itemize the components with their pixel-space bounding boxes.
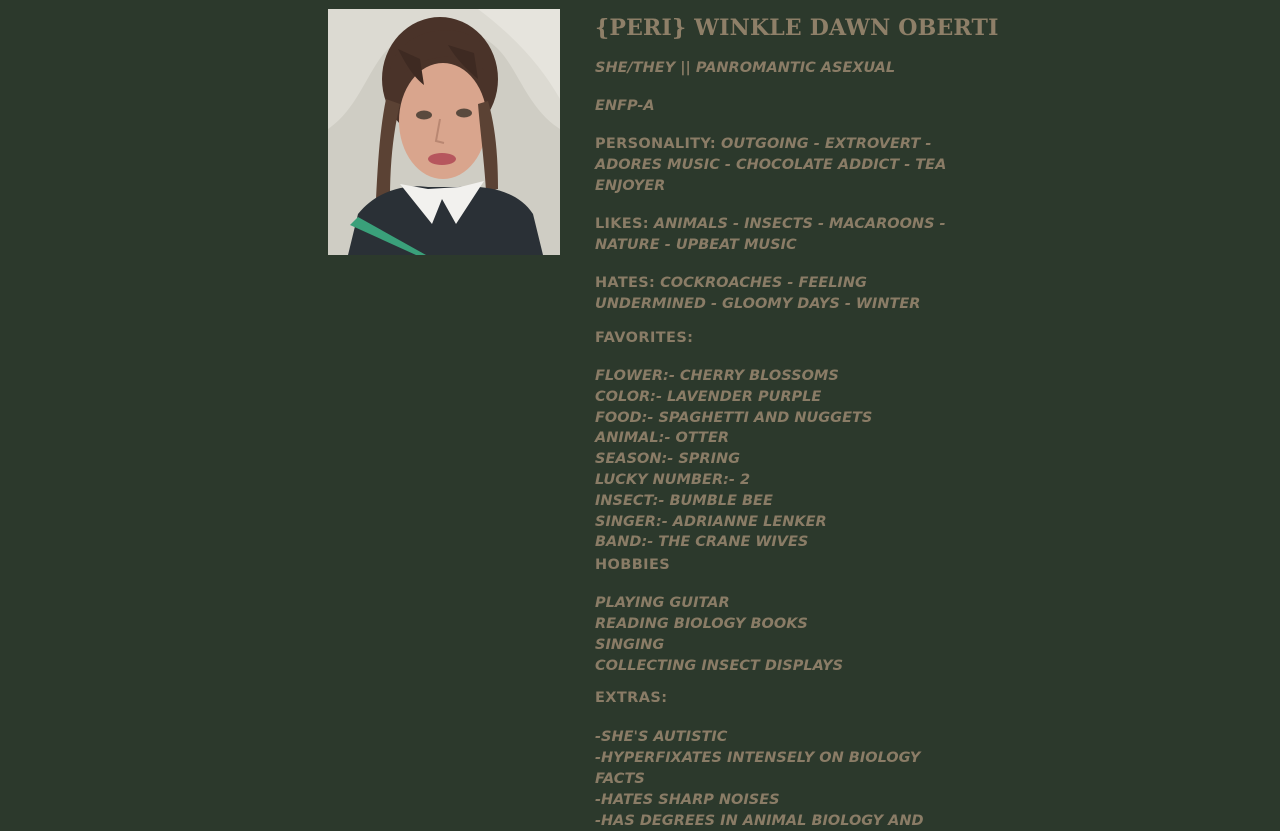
hates-value: COCKROACHES - FEELING UNDERMINED - GLOOMY DAYS - WINTER bbox=[595, 275, 921, 312]
list-item: LUCKY NUMBER:- 2 bbox=[595, 471, 751, 488]
list-item: COLOR:- LAVENDER PURPLE bbox=[595, 388, 822, 405]
list-item: FOOD:- SPAGHETTI AND NUGGETS bbox=[595, 409, 873, 426]
portrait-photo-icon bbox=[328, 9, 560, 255]
list-item: SEASON:- SPRING bbox=[595, 451, 741, 468]
list-item: SINGING bbox=[595, 636, 665, 653]
list-item: -HATES SHARP NOISES bbox=[595, 791, 780, 808]
list-item: COLLECTING INSECT DISPLAYS bbox=[595, 657, 844, 674]
list-item: FLOWER:- CHERRY BLOSSOMS bbox=[595, 368, 839, 384]
likes-label: LIKES: bbox=[595, 216, 649, 232]
hobbies-list bbox=[595, 593, 955, 676]
list-item: -HAS DEGREES IN ANIMAL BIOLOGY AND bbox=[595, 812, 924, 829]
favorites-list bbox=[595, 366, 955, 553]
likes-line bbox=[595, 214, 955, 256]
hates-label: HATES: bbox=[595, 275, 656, 291]
list-item: READING BIOLOGY BOOKS bbox=[595, 615, 808, 632]
likes-value: ANIMALS - INSECTS - MACAROONS - NATURE - UPBEAT MUSIC bbox=[595, 216, 946, 253]
list-item: -HYPERFIXATES INTENSELY ON BIOLOGY FACTS bbox=[595, 750, 921, 787]
list-item: BAND:- THE CRANE WIVES bbox=[595, 534, 809, 551]
pronouns-line: SHE/THEY || PANROMANTIC ASEXUAL bbox=[595, 60, 896, 76]
list-item: ANIMAL:- OTTER bbox=[595, 430, 730, 447]
favorites-heading: FAVORITES: bbox=[595, 330, 694, 346]
list-item: PLAYING GUITAR bbox=[595, 595, 730, 612]
hates-line bbox=[595, 273, 955, 315]
personality-line bbox=[595, 134, 955, 197]
extras-heading: EXTRAS: bbox=[595, 690, 668, 707]
personality-type: ENFP-A bbox=[595, 98, 655, 114]
personality-value: OUTGOING - EXTROVERT - ADORES MUSIC - CHOCOLATE ADDICT - TEA ENJOYER bbox=[595, 136, 947, 194]
personality-label: PERSONALITY: bbox=[595, 136, 716, 152]
list-item: SINGER:- ADRIANNE LENKER bbox=[595, 513, 827, 530]
extras-list bbox=[595, 727, 955, 831]
profile-name: {PERI} WINKLE DAWN OBERTI bbox=[595, 15, 999, 41]
profile-content bbox=[595, 12, 999, 831]
profile-photo bbox=[328, 9, 560, 255]
list-item: INSECT:- BUMBLE BEE bbox=[595, 492, 773, 509]
list-item: -SHE'S AUTISTIC bbox=[595, 729, 728, 746]
hobbies-heading: HOBBIES bbox=[595, 557, 671, 574]
